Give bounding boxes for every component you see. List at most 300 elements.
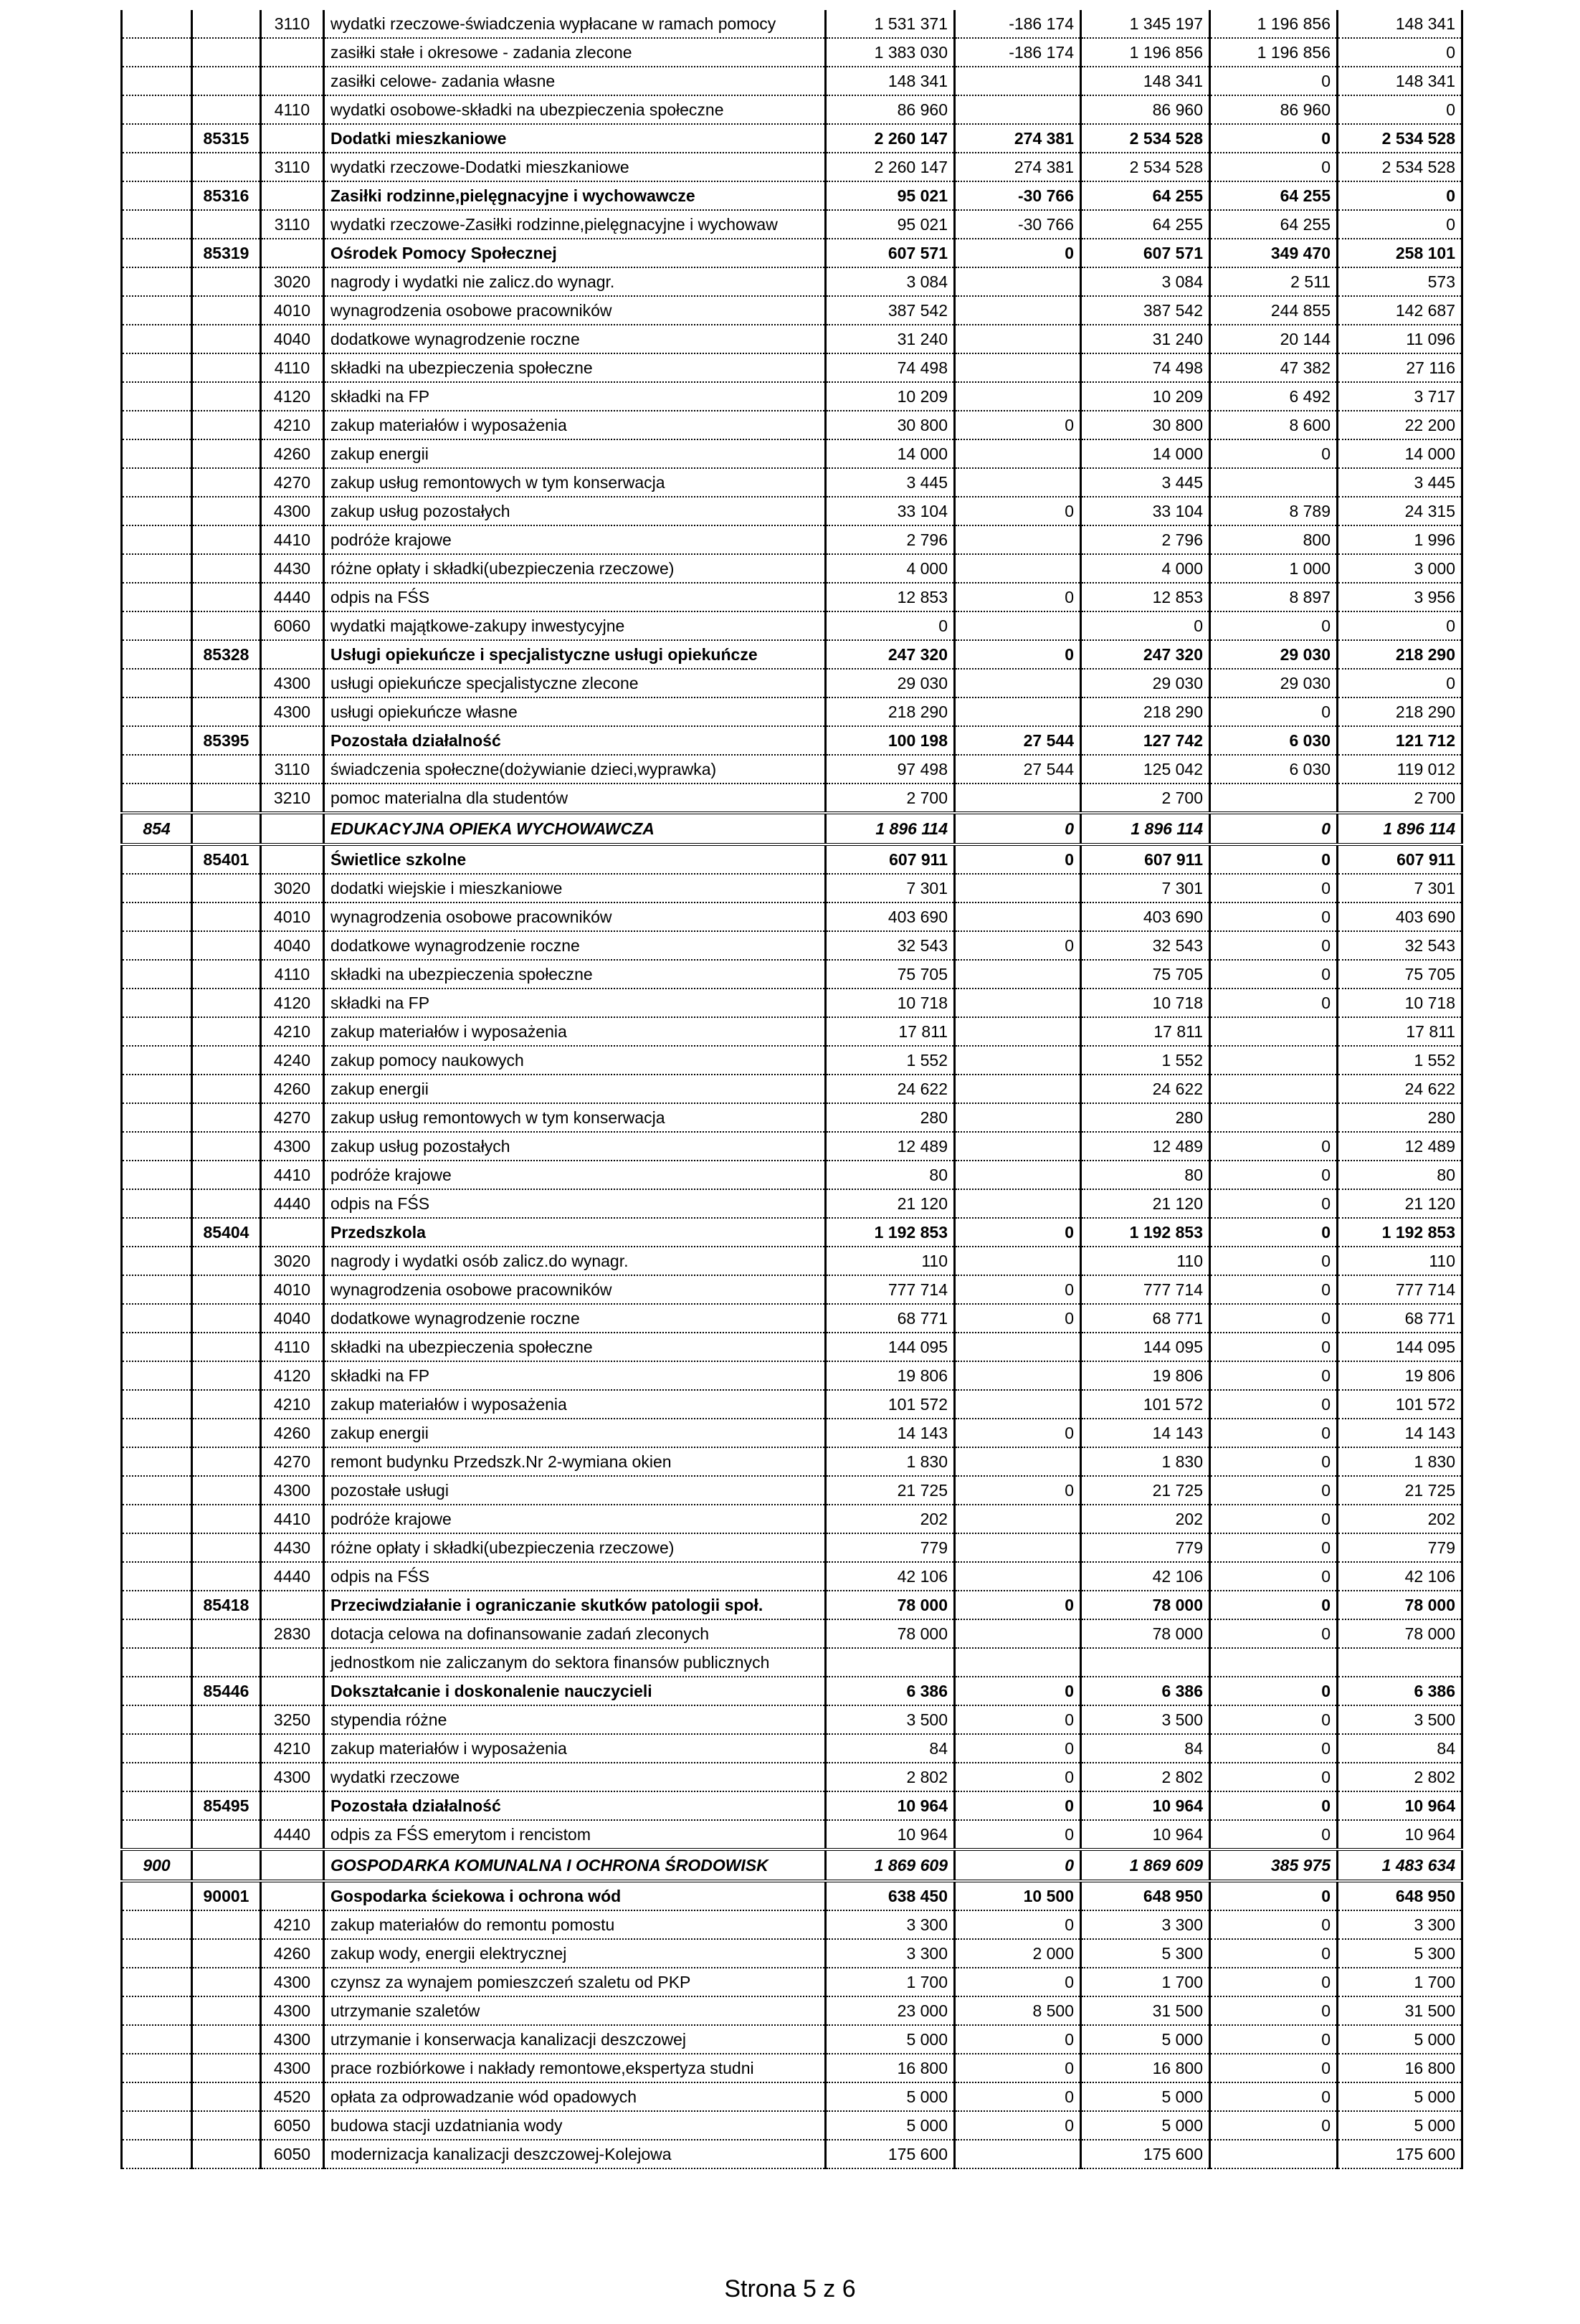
division-code [122, 1247, 192, 1275]
own-tasks: 648 950 [1338, 1881, 1462, 1910]
own-tasks: 6 386 [1338, 1677, 1462, 1705]
chapter-code [192, 1390, 261, 1419]
plan-after-change: 74 498 [1081, 353, 1210, 382]
commissioned-tasks: 0 [1210, 1447, 1338, 1476]
plan-amount: 42 106 [826, 1562, 955, 1591]
division-code: 854 [122, 813, 192, 844]
table-row [122, 382, 1462, 411]
own-tasks: 31 500 [1338, 1996, 1462, 2025]
own-tasks: 10 718 [1338, 989, 1462, 1017]
commissioned-tasks: 64 255 [1210, 181, 1338, 210]
table-row [122, 525, 1462, 554]
division-code [122, 1419, 192, 1447]
plan-amount: 5 000 [826, 2025, 955, 2054]
chapter-code [192, 1189, 261, 1218]
own-tasks: 5 300 [1338, 1939, 1462, 1968]
chapter-code [192, 611, 261, 640]
commissioned-tasks: 0 [1210, 1390, 1338, 1419]
chapter-code [192, 1161, 261, 1189]
plan-after-change: 30 800 [1081, 411, 1210, 439]
division-code [122, 2111, 192, 2140]
change-amount [955, 1046, 1081, 1075]
change-amount [955, 1447, 1081, 1476]
plan-amount: 95 021 [826, 210, 955, 239]
division-code [122, 1763, 192, 1791]
chapter-code [192, 989, 261, 1017]
own-tasks: 19 806 [1338, 1361, 1462, 1390]
own-tasks: 0 [1338, 210, 1462, 239]
change-amount: 0 [955, 1476, 1081, 1505]
plan-amount: 144 095 [826, 1333, 955, 1361]
table-row [122, 554, 1462, 583]
plan-amount: 607 911 [826, 844, 955, 874]
change-amount [955, 1390, 1081, 1419]
commissioned-tasks: 0 [1210, 1791, 1338, 1820]
plan-after-change: 10 964 [1081, 1820, 1210, 1849]
own-tasks: 280 [1338, 1103, 1462, 1132]
chapter-code [192, 874, 261, 903]
chapter-code [192, 1333, 261, 1361]
plan-after-change [1081, 1648, 1210, 1677]
own-tasks: 17 811 [1338, 1017, 1462, 1046]
item-name: odpis na FŚS [324, 1189, 826, 1218]
plan-after-change: 21 725 [1081, 1476, 1210, 1505]
own-tasks: 16 800 [1338, 2054, 1462, 2082]
paragraph-code: 4240 [261, 1046, 324, 1075]
chapter-code: 85328 [192, 640, 261, 669]
plan-after-change: 42 106 [1081, 1562, 1210, 1591]
plan-after-change: 101 572 [1081, 1390, 1210, 1419]
paragraph-code [261, 1791, 324, 1820]
paragraph-code: 3110 [261, 210, 324, 239]
plan-amount: 30 800 [826, 411, 955, 439]
own-tasks: 78 000 [1338, 1619, 1462, 1648]
change-amount [955, 874, 1081, 903]
commissioned-tasks: 0 [1210, 67, 1338, 95]
commissioned-tasks: 0 [1210, 1132, 1338, 1161]
own-tasks: 148 341 [1338, 10, 1462, 38]
own-tasks: 1 192 853 [1338, 1218, 1462, 1247]
paragraph-code: 3110 [261, 755, 324, 784]
change-amount: 0 [955, 2054, 1081, 2082]
table-row [122, 1275, 1462, 1304]
own-tasks: 0 [1338, 611, 1462, 640]
change-amount [955, 95, 1081, 124]
commissioned-tasks: 0 [1210, 1619, 1338, 1648]
chapter-code: 85395 [192, 726, 261, 755]
own-tasks: 80 [1338, 1161, 1462, 1189]
plan-after-change: 6 386 [1081, 1677, 1210, 1705]
own-tasks: 3 956 [1338, 583, 1462, 611]
item-name: dodatkowe wynagrodzenie roczne [324, 1304, 826, 1333]
own-tasks: 3 000 [1338, 554, 1462, 583]
chapter-code [192, 1849, 261, 1881]
chapter-code [192, 1046, 261, 1075]
paragraph-code: 4010 [261, 903, 324, 931]
own-tasks: 10 964 [1338, 1791, 1462, 1820]
commissioned-tasks: 0 [1210, 153, 1338, 181]
plan-after-change: 16 800 [1081, 2054, 1210, 2082]
change-amount: 2 000 [955, 1939, 1081, 1968]
commissioned-tasks: 0 [1210, 611, 1338, 640]
change-amount: 0 [955, 1734, 1081, 1763]
own-tasks: 24 315 [1338, 497, 1462, 525]
chapter-code [192, 1419, 261, 1447]
paragraph-code [261, 239, 324, 267]
own-tasks: 10 964 [1338, 1820, 1462, 1849]
plan-amount: 148 341 [826, 67, 955, 95]
chapter-code [192, 1017, 261, 1046]
plan-amount: 10 209 [826, 382, 955, 411]
plan-amount: 6 386 [826, 1677, 955, 1705]
division-code [122, 1390, 192, 1419]
item-name: usługi opiekuńcze własne [324, 697, 826, 726]
division-code [122, 1132, 192, 1161]
plan-after-change: 10 964 [1081, 1791, 1210, 1820]
chapter-code [192, 1247, 261, 1275]
plan-amount: 777 714 [826, 1275, 955, 1304]
plan-amount: 78 000 [826, 1591, 955, 1619]
division-code [122, 497, 192, 525]
plan-amount: 21 120 [826, 1189, 955, 1218]
item-name: zasiłki stałe i okresowe - zadania zlecone [324, 38, 826, 67]
plan-amount: 32 543 [826, 931, 955, 960]
item-name: dodatki wiejskie i mieszkaniowe [324, 874, 826, 903]
change-amount [955, 2140, 1081, 2168]
own-tasks: 5 000 [1338, 2082, 1462, 2111]
plan-amount: 1 192 853 [826, 1218, 955, 1247]
chapter-code: 85446 [192, 1677, 261, 1705]
plan-amount: 31 240 [826, 325, 955, 353]
chapter-code [192, 95, 261, 124]
chapter-code [192, 382, 261, 411]
commissioned-tasks: 0 [1210, 1533, 1338, 1562]
paragraph-code [261, 124, 324, 153]
paragraph-code: 4110 [261, 95, 324, 124]
item-name: dodatkowe wynagrodzenie roczne [324, 931, 826, 960]
change-amount [955, 1619, 1081, 1648]
chapter-code [192, 153, 261, 181]
own-tasks: 7 301 [1338, 874, 1462, 903]
table-row [122, 1505, 1462, 1533]
division-code [122, 411, 192, 439]
change-amount: -186 174 [955, 38, 1081, 67]
paragraph-code [261, 1218, 324, 1247]
own-tasks: 573 [1338, 267, 1462, 296]
own-tasks: 12 489 [1338, 1132, 1462, 1161]
paragraph-code: 4430 [261, 554, 324, 583]
paragraph-code: 4110 [261, 960, 324, 989]
chapter-code: 85319 [192, 239, 261, 267]
chapter-code [192, 2054, 261, 2082]
plan-after-change: 777 714 [1081, 1275, 1210, 1304]
item-name: podróże krajowe [324, 1505, 826, 1533]
division-code [122, 874, 192, 903]
plan-amount: 19 806 [826, 1361, 955, 1390]
paragraph-code: 4040 [261, 1304, 324, 1333]
paragraph-code [261, 38, 324, 67]
division-code [122, 2082, 192, 2111]
item-name: zakup energii [324, 1075, 826, 1103]
change-amount: 27 544 [955, 726, 1081, 755]
item-name: budowa stacji uzdatniania wody [324, 2111, 826, 2140]
plan-amount: 5 000 [826, 2111, 955, 2140]
paragraph-code: 4270 [261, 1447, 324, 1476]
plan-after-change: 202 [1081, 1505, 1210, 1533]
commissioned-tasks: 0 [1210, 697, 1338, 726]
own-tasks: 403 690 [1338, 903, 1462, 931]
table-row [122, 1161, 1462, 1189]
chapter-row [122, 1591, 1462, 1619]
own-tasks: 144 095 [1338, 1333, 1462, 1361]
own-tasks: 75 705 [1338, 960, 1462, 989]
plan-after-change: 64 255 [1081, 210, 1210, 239]
commissioned-tasks: 0 [1210, 1820, 1338, 1849]
table-row [122, 1734, 1462, 1763]
change-amount: 0 [955, 813, 1081, 844]
item-name: EDUKACYJNA OPIEKA WYCHOWAWCZA [324, 813, 826, 844]
plan-after-change: 403 690 [1081, 903, 1210, 931]
table-row [122, 2111, 1462, 2140]
commissioned-tasks: 0 [1210, 874, 1338, 903]
table-row [122, 1333, 1462, 1361]
table-row [122, 1132, 1462, 1161]
chapter-code [192, 411, 261, 439]
commissioned-tasks: 8 789 [1210, 497, 1338, 525]
plan-amount: 101 572 [826, 1390, 955, 1419]
change-amount: 10 500 [955, 1881, 1081, 1910]
division-code [122, 755, 192, 784]
change-amount [955, 669, 1081, 697]
own-tasks: 218 290 [1338, 640, 1462, 669]
plan-after-change: 175 600 [1081, 2140, 1210, 2168]
division-code [122, 554, 192, 583]
plan-amount: 7 301 [826, 874, 955, 903]
chapter-code [192, 813, 261, 844]
change-amount: 0 [955, 1910, 1081, 1939]
change-amount [955, 1189, 1081, 1218]
table-row [122, 1996, 1462, 2025]
change-amount: 274 381 [955, 124, 1081, 153]
table-row [122, 1046, 1462, 1075]
chapter-code: 85404 [192, 1218, 261, 1247]
item-name: Przeciwdziałanie i ograniczanie skutków patologii społ. [324, 1591, 826, 1619]
item-name: wydatki majątkowe-zakupy inwestycyjne [324, 611, 826, 640]
commissioned-tasks [1210, 1075, 1338, 1103]
commissioned-tasks: 86 960 [1210, 95, 1338, 124]
change-amount: 0 [955, 2111, 1081, 2140]
chapter-code [192, 697, 261, 726]
plan-after-change: 607 911 [1081, 844, 1210, 874]
plan-amount: 247 320 [826, 640, 955, 669]
plan-after-change: 125 042 [1081, 755, 1210, 784]
item-name: utrzymanie i konserwacja kanalizacji deszczowej [324, 2025, 826, 2054]
item-name: zakup energii [324, 439, 826, 468]
commissioned-tasks: 0 [1210, 813, 1338, 844]
change-amount: 0 [955, 1304, 1081, 1333]
plan-after-change: 14 143 [1081, 1419, 1210, 1447]
change-amount: 0 [955, 1275, 1081, 1304]
item-name: nagrody i wydatki osób zalicz.do wynagr. [324, 1247, 826, 1275]
item-name: wydatki osobowe-składki na ubezpieczenia społeczne [324, 95, 826, 124]
item-name: wynagrodzenia osobowe pracowników [324, 903, 826, 931]
change-amount [955, 903, 1081, 931]
division-row [122, 1849, 1462, 1881]
chapter-code [192, 583, 261, 611]
table-row [122, 784, 1462, 813]
plan-after-change: 31 500 [1081, 1996, 1210, 2025]
plan-after-change: 1 700 [1081, 1968, 1210, 1996]
change-amount: 0 [955, 1968, 1081, 1996]
change-amount: -30 766 [955, 210, 1081, 239]
division-code [122, 382, 192, 411]
change-amount [955, 989, 1081, 1017]
commissioned-tasks: 0 [1210, 2025, 1338, 2054]
budget-table-body [122, 10, 1462, 2168]
change-amount: -186 174 [955, 10, 1081, 38]
commissioned-tasks: 6 030 [1210, 755, 1338, 784]
division-code [122, 989, 192, 1017]
paragraph-code [261, 1591, 324, 1619]
table-row [122, 1390, 1462, 1419]
commissioned-tasks: 0 [1210, 1361, 1338, 1390]
item-name: składki na ubezpieczenia społeczne [324, 353, 826, 382]
plan-amount: 33 104 [826, 497, 955, 525]
plan-amount: 1 383 030 [826, 38, 955, 67]
own-tasks [1338, 1648, 1462, 1677]
plan-amount: 97 498 [826, 755, 955, 784]
own-tasks: 14 143 [1338, 1419, 1462, 1447]
commissioned-tasks: 64 255 [1210, 210, 1338, 239]
change-amount [955, 784, 1081, 813]
plan-after-change: 1 196 856 [1081, 38, 1210, 67]
chapter-code [192, 296, 261, 325]
plan-amount: 14 000 [826, 439, 955, 468]
table-row [122, 38, 1462, 67]
plan-after-change: 1 896 114 [1081, 813, 1210, 844]
item-name: Zasiłki rodzinne,pielęgnacyjne i wychowawcze [324, 181, 826, 210]
division-code [122, 784, 192, 813]
table-row [122, 439, 1462, 468]
division-code [122, 439, 192, 468]
own-tasks: 0 [1338, 669, 1462, 697]
own-tasks: 27 116 [1338, 353, 1462, 382]
item-name: składki na ubezpieczenia społeczne [324, 1333, 826, 1361]
table-row [122, 1103, 1462, 1132]
paragraph-code [261, 181, 324, 210]
item-name: podróże krajowe [324, 1161, 826, 1189]
plan-amount: 17 811 [826, 1017, 955, 1046]
own-tasks: 119 012 [1338, 755, 1462, 784]
plan-amount: 1 552 [826, 1046, 955, 1075]
division-code [122, 611, 192, 640]
item-name: zakup materiałów i wyposażenia [324, 1017, 826, 1046]
paragraph-code: 4440 [261, 1562, 324, 1591]
commissioned-tasks [1210, 2140, 1338, 2168]
plan-after-change: 84 [1081, 1734, 1210, 1763]
commissioned-tasks [1210, 468, 1338, 497]
division-code [122, 903, 192, 931]
plan-amount: 2 802 [826, 1763, 955, 1791]
plan-amount: 75 705 [826, 960, 955, 989]
chapter-code [192, 1132, 261, 1161]
plan-amount: 21 725 [826, 1476, 955, 1505]
division-code [122, 640, 192, 669]
chapter-code [192, 784, 261, 813]
own-tasks: 22 200 [1338, 411, 1462, 439]
table-row [122, 1562, 1462, 1591]
paragraph-code [261, 844, 324, 874]
division-code [122, 153, 192, 181]
table-row [122, 755, 1462, 784]
paragraph-code: 3020 [261, 874, 324, 903]
division-code [122, 239, 192, 267]
chapter-code [192, 67, 261, 95]
paragraph-code: 4110 [261, 1333, 324, 1361]
item-name: odpis za FŚS emerytom i rencistom [324, 1820, 826, 1849]
item-name: pozostałe usługi [324, 1476, 826, 1505]
paragraph-code: 4270 [261, 468, 324, 497]
chapter-code [192, 1705, 261, 1734]
paragraph-code: 4010 [261, 296, 324, 325]
plan-after-change: 5 300 [1081, 1939, 1210, 1968]
change-amount [955, 382, 1081, 411]
division-code [122, 1705, 192, 1734]
division-code [122, 1333, 192, 1361]
change-amount [955, 468, 1081, 497]
chapter-code [192, 1304, 261, 1333]
paragraph-code: 4210 [261, 1017, 324, 1046]
item-name: zakup usług remontowych w tym konserwacja [324, 468, 826, 497]
change-amount: 0 [955, 1705, 1081, 1734]
division-code [122, 1677, 192, 1705]
plan-amount: 4 000 [826, 554, 955, 583]
paragraph-code: 4260 [261, 1939, 324, 1968]
own-tasks: 142 687 [1338, 296, 1462, 325]
division-code [122, 1939, 192, 1968]
item-name: utrzymanie szaletów [324, 1996, 826, 2025]
chapter-code [192, 210, 261, 239]
plan-amount: 1 830 [826, 1447, 955, 1476]
item-name: usługi opiekuńcze specjalistyczne zlecone [324, 669, 826, 697]
item-name: odpis na FŚS [324, 583, 826, 611]
change-amount [955, 1648, 1081, 1677]
plan-amount: 2 260 147 [826, 124, 955, 153]
commissioned-tasks: 0 [1210, 1247, 1338, 1275]
change-amount [955, 296, 1081, 325]
item-name: pomoc materialna dla studentów [324, 784, 826, 813]
paragraph-code [261, 1677, 324, 1705]
paragraph-code: 4300 [261, 669, 324, 697]
plan-amount: 1 700 [826, 1968, 955, 1996]
own-tasks: 78 000 [1338, 1591, 1462, 1619]
paragraph-code: 4260 [261, 1075, 324, 1103]
change-amount: 0 [955, 640, 1081, 669]
own-tasks: 110 [1338, 1247, 1462, 1275]
plan-amount: 638 450 [826, 1881, 955, 1910]
commissioned-tasks: 0 [1210, 903, 1338, 931]
plan-after-change: 387 542 [1081, 296, 1210, 325]
paragraph-code: 3020 [261, 1247, 324, 1275]
item-name: prace rozbiórkowe i nakłady remontowe,ekspertyza studni [324, 2054, 826, 2082]
chapter-code [192, 1648, 261, 1677]
paragraph-code: 4440 [261, 583, 324, 611]
item-name: opłata za odprowadzanie wód opadowych [324, 2082, 826, 2111]
commissioned-tasks: 6 030 [1210, 726, 1338, 755]
commissioned-tasks: 1 000 [1210, 554, 1338, 583]
plan-amount: 10 964 [826, 1820, 955, 1849]
table-row [122, 874, 1462, 903]
